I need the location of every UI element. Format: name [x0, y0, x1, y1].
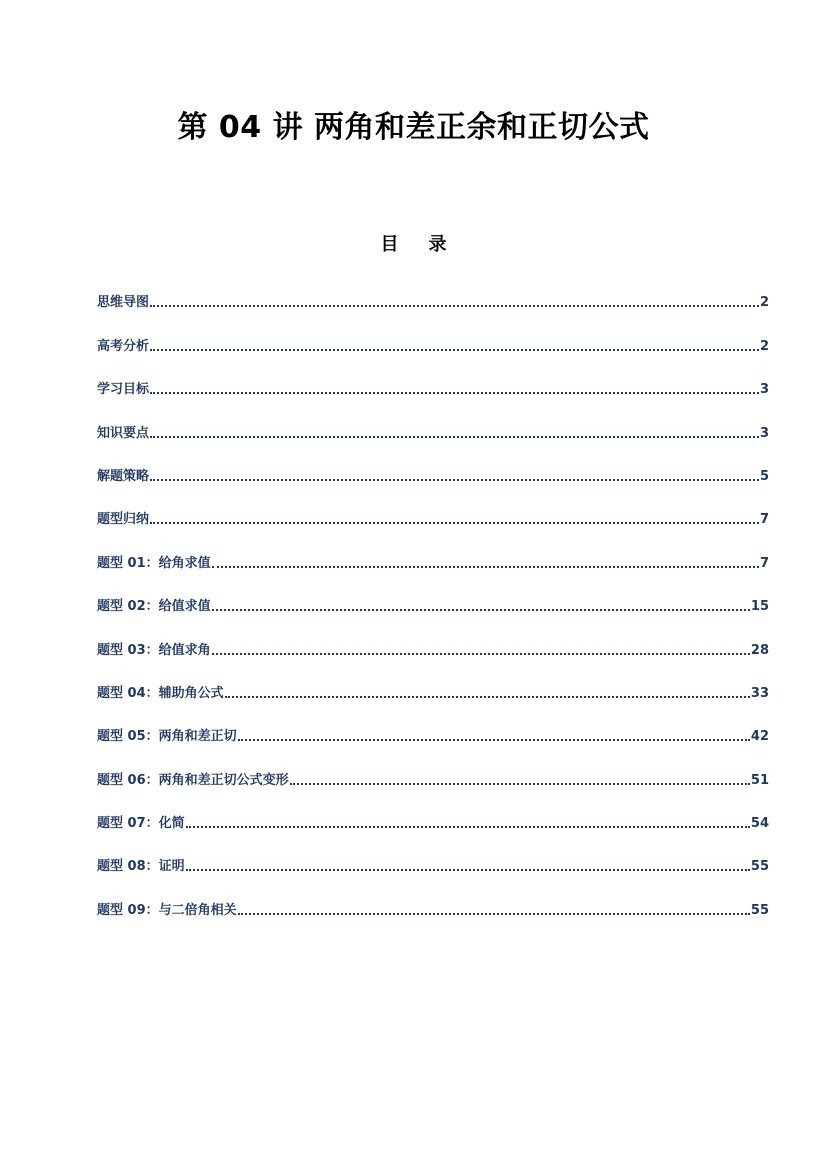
toc-entry-page: 51: [750, 772, 769, 788]
toc-entry-type-05[interactable]: [97, 711, 769, 754]
toc-entry-label: 题型 03：给值求角: [97, 642, 211, 658]
toc-entry-type-03[interactable]: [97, 624, 769, 667]
toc-entry-page: 55: [750, 902, 769, 918]
toc-entry-page: 28: [750, 642, 769, 658]
toc-entry-label: 题型 02：给值求值: [97, 599, 211, 615]
toc-dot-leader: [150, 436, 759, 438]
toc-entry-label: 题型 09：与二倍角相关: [97, 902, 237, 918]
toc-entry-page: 5: [759, 468, 769, 484]
toc-entry-label: 高考分析: [97, 338, 150, 354]
toc-entry-type-09[interactable]: [97, 884, 769, 927]
toc-dot-leader: [150, 349, 759, 351]
toc-dot-leader: [186, 869, 750, 871]
toc-entry-page: 15: [750, 599, 769, 615]
toc-entry-label: 题型 04：辅助角公式: [97, 685, 224, 701]
toc-dot-leader: [212, 609, 750, 611]
toc-dot-leader: [212, 566, 759, 568]
toc-dot-leader: [225, 696, 750, 698]
toc-dot-leader: [150, 392, 759, 394]
toc-dot-leader: [150, 305, 759, 307]
toc-entry-label: 思维导图: [97, 295, 150, 311]
toc-entry-page: 3: [759, 382, 769, 398]
toc-entry-label: 题型归纳: [97, 512, 150, 528]
toc-entry-label: 题型 08：证明: [97, 859, 185, 875]
toc-entry-label: 解题策略: [97, 468, 150, 484]
toc-dot-leader: [150, 522, 759, 524]
toc-entry-strategies[interactable]: [97, 451, 769, 494]
toc-dot-leader: [150, 479, 759, 481]
toc-heading-left: 目: [380, 234, 399, 255]
toc-dot-leader: [238, 739, 750, 741]
toc-entry-label: 题型 01：给角求值: [97, 555, 211, 571]
toc-entry-page: 7: [759, 555, 769, 571]
toc-entry-label: 知识要点: [97, 425, 150, 441]
toc-entry-question-types[interactable]: [97, 494, 769, 537]
toc-heading: [0, 232, 827, 258]
document-title: 第 04 讲 两角和差正余和正切公式: [177, 110, 650, 145]
toc-entry-type-07[interactable]: [97, 798, 769, 841]
toc-entry-page: 55: [750, 859, 769, 875]
toc-entry-type-02[interactable]: [97, 581, 769, 624]
table-of-contents: [97, 277, 769, 928]
toc-entry-key-points[interactable]: [97, 407, 769, 450]
toc-entry-page: 54: [750, 816, 769, 832]
toc-entry-type-06[interactable]: [97, 754, 769, 797]
toc-entry-exam-analysis[interactable]: [97, 320, 769, 363]
toc-dot-leader: [290, 783, 750, 785]
toc-entry-type-08[interactable]: [97, 841, 769, 884]
toc-entry-page: 2: [759, 295, 769, 311]
toc-entry-label: 题型 06：两角和差正切公式变形: [97, 772, 289, 788]
toc-entry-page: 7: [759, 512, 769, 528]
toc-entry-mind-map[interactable]: [97, 277, 769, 320]
toc-dot-leader: [238, 913, 750, 915]
toc-dot-leader: [186, 826, 750, 828]
toc-entry-page: 2: [759, 338, 769, 354]
toc-entry-page: 33: [750, 685, 769, 701]
toc-heading-right: 录: [428, 234, 447, 255]
toc-entry-learning-goals[interactable]: [97, 364, 769, 407]
toc-entry-type-04[interactable]: [97, 668, 769, 711]
toc-entry-page: 42: [750, 729, 769, 745]
toc-entry-label: 题型 05：两角和差正切: [97, 729, 237, 745]
toc-dot-leader: [212, 653, 750, 655]
toc-entry-label: 题型 07：化简: [97, 816, 185, 832]
toc-entry-label: 学习目标: [97, 382, 150, 398]
toc-entry-type-01[interactable]: [97, 537, 769, 580]
toc-entry-page: 3: [759, 425, 769, 441]
